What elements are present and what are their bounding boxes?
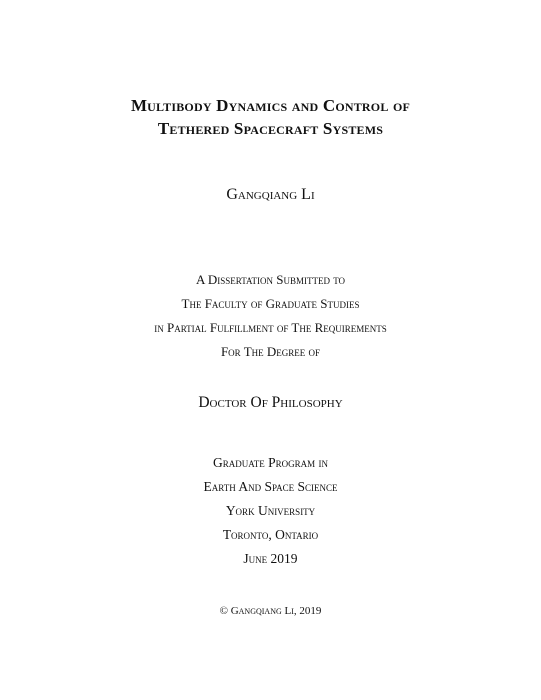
statement-line-3: in Partial Fulfillment of The Requirements xyxy=(154,320,387,335)
university-name: York University xyxy=(225,503,316,518)
degree-name: Doctor Of Philosophy xyxy=(198,394,343,411)
program-line-1: Graduate Program in xyxy=(212,455,328,470)
author-name: Gangqiang Li xyxy=(226,186,315,203)
statement-line-4: For The Degree of xyxy=(220,344,321,359)
submission-date: June 2019 xyxy=(243,551,298,566)
statement-line-2: The Faculty of Graduate Studies xyxy=(181,296,360,311)
statement-line-1: A Dissertation Submitted to xyxy=(195,272,346,287)
copyright-notice: © Gangqiang Li, 2019 xyxy=(219,605,322,617)
thesis-title-line-2: Tethered Spacecraft Systems xyxy=(157,119,384,138)
thesis-title-line-1: Multibody Dynamics and Control of xyxy=(130,96,411,115)
university-location: Toronto, Ontario xyxy=(222,527,319,542)
program-line-2: Earth And Space Science xyxy=(203,479,338,494)
